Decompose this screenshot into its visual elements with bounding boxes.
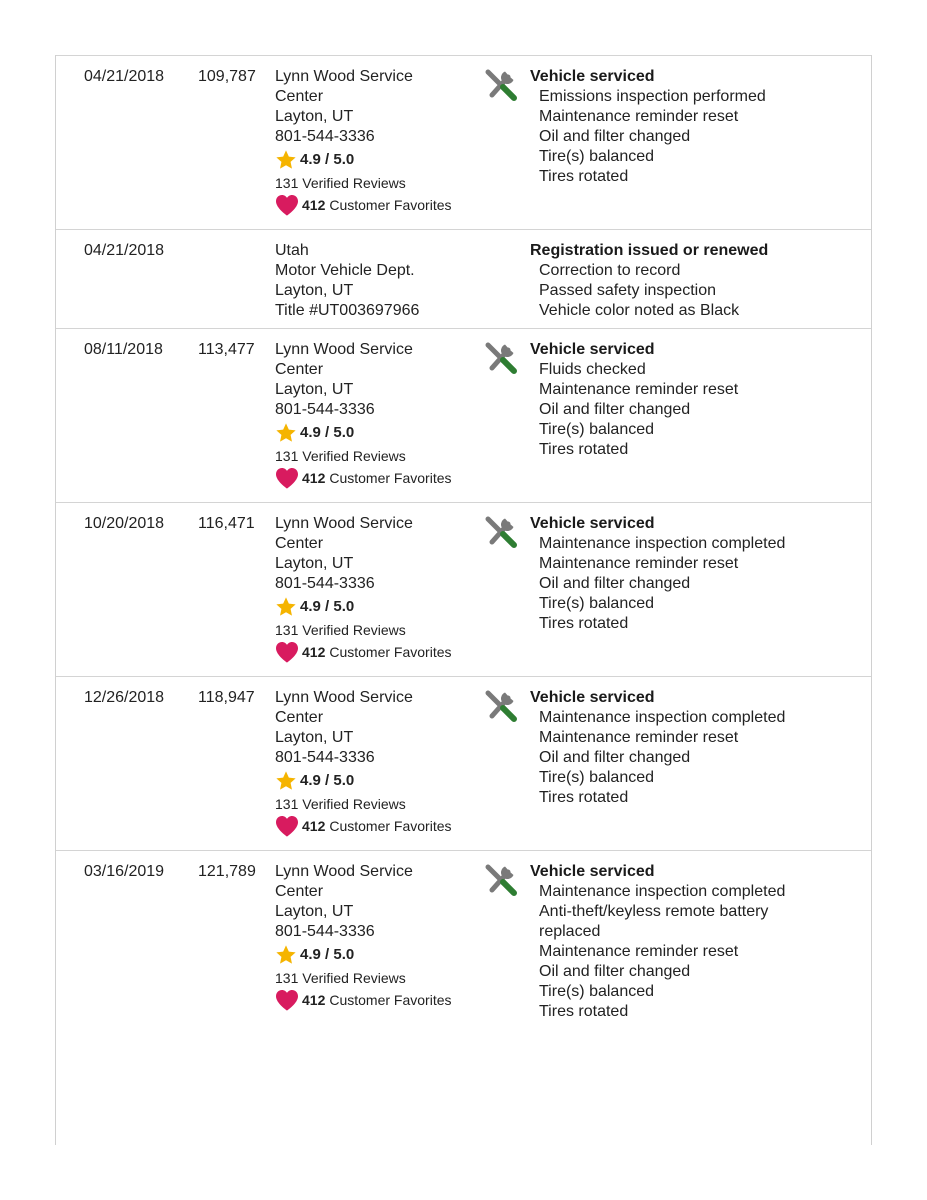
record-details xyxy=(530,514,830,634)
record-detail-item: Tires rotated xyxy=(539,789,629,806)
verified-reviews-link[interactable]: 131 Verified Reviews xyxy=(275,448,406,464)
history-record xyxy=(56,329,871,503)
record-detail-item: Emissions inspection performed xyxy=(539,88,766,105)
record-detail-item: Tire(s) balanced xyxy=(539,148,655,165)
record-detail-item: Oil and filter changed xyxy=(539,575,691,592)
customer-favorites xyxy=(275,193,485,217)
record-detail-item: Tire(s) balanced xyxy=(539,595,655,612)
record-date: 04/21/2018 xyxy=(84,242,165,259)
record-detail-item: Tires rotated xyxy=(539,441,629,458)
favorites-label: Customer Favorites xyxy=(329,644,452,660)
record-detail-item: Maintenance inspection completed xyxy=(539,709,786,726)
favorites-count: 412 xyxy=(302,818,326,834)
source-line: Title #UT003697966 xyxy=(275,302,420,319)
star-icon xyxy=(275,770,297,792)
wrench-screwdriver-icon xyxy=(484,688,518,722)
shop-rating xyxy=(275,594,485,620)
record-detail-item: Fluids checked xyxy=(539,361,646,378)
shop-rating xyxy=(275,147,485,173)
star-icon xyxy=(275,944,297,966)
heart-icon xyxy=(275,467,299,489)
source-line: Lynn Wood Service xyxy=(275,863,413,880)
right-border xyxy=(871,55,872,1145)
record-detail-item: Tires rotated xyxy=(539,615,629,632)
record-event-title: Vehicle serviced xyxy=(530,68,655,85)
heart-icon xyxy=(275,194,299,216)
record-source xyxy=(275,241,485,321)
history-record xyxy=(56,851,871,1024)
heart-icon xyxy=(275,641,299,663)
record-detail-item: Tires rotated xyxy=(539,1003,629,1020)
source-line: Layton, UT xyxy=(275,903,354,920)
record-date: 10/20/2018 xyxy=(84,515,165,532)
favorites-count: 412 xyxy=(302,644,326,660)
history-record xyxy=(56,503,871,677)
favorites-label: Customer Favorites xyxy=(329,470,452,486)
record-source xyxy=(275,862,485,1012)
rating-value: 4.9 / 5.0 xyxy=(300,772,355,789)
favorites-count: 412 xyxy=(302,470,326,486)
source-line: Lynn Wood Service xyxy=(275,515,413,532)
record-odometer: 121,789 xyxy=(198,863,256,880)
history-record xyxy=(56,230,871,329)
history-list xyxy=(56,55,871,1024)
wrench-screwdriver-icon xyxy=(484,67,518,101)
source-line: Motor Vehicle Dept. xyxy=(275,262,415,279)
source-line: Center xyxy=(275,361,324,378)
record-date: 08/11/2018 xyxy=(84,341,163,358)
record-detail-item: Tire(s) balanced xyxy=(539,421,655,438)
favorites-count: 412 xyxy=(302,197,326,213)
record-detail-item: Tire(s) balanced xyxy=(539,983,655,1000)
source-line: Center xyxy=(275,883,324,900)
rating-value: 4.9 / 5.0 xyxy=(300,151,355,168)
record-source xyxy=(275,67,485,217)
source-line: 801-544-3336 xyxy=(275,749,375,766)
history-record xyxy=(56,56,871,230)
star-icon xyxy=(275,422,297,444)
favorites-label: Customer Favorites xyxy=(329,818,452,834)
customer-favorites xyxy=(275,466,485,490)
history-record xyxy=(56,677,871,851)
source-line: Layton, UT xyxy=(275,108,354,125)
shop-rating xyxy=(275,942,485,968)
wrench-screwdriver-icon xyxy=(484,862,518,896)
record-detail-item: Oil and filter changed xyxy=(539,128,691,145)
record-event-title: Vehicle serviced xyxy=(530,515,655,532)
record-details xyxy=(530,862,830,1022)
rating-value: 4.9 / 5.0 xyxy=(300,946,355,963)
record-date: 12/26/2018 xyxy=(84,689,165,706)
favorites-label: Customer Favorites xyxy=(329,197,452,213)
record-detail-item: Oil and filter changed xyxy=(539,749,691,766)
customer-favorites xyxy=(275,814,485,838)
record-detail-item: Maintenance reminder reset xyxy=(539,555,739,572)
source-line: Layton, UT xyxy=(275,729,354,746)
favorites-count: 412 xyxy=(302,992,326,1008)
verified-reviews-link[interactable]: 131 Verified Reviews xyxy=(275,622,406,638)
source-line: 801-544-3336 xyxy=(275,923,375,940)
record-details xyxy=(530,688,830,808)
record-odometer: 113,477 xyxy=(198,341,255,358)
record-detail-item: Correction to record xyxy=(539,262,681,279)
star-icon xyxy=(275,149,297,171)
record-event-title: Vehicle serviced xyxy=(530,341,655,358)
rating-value: 4.9 / 5.0 xyxy=(300,598,355,615)
verified-reviews-link[interactable]: 131 Verified Reviews xyxy=(275,796,406,812)
source-line: Lynn Wood Service xyxy=(275,68,413,85)
verified-reviews-link[interactable]: 131 Verified Reviews xyxy=(275,970,406,986)
heart-icon xyxy=(275,815,299,837)
record-detail-item: Tires rotated xyxy=(539,168,629,185)
record-date: 04/21/2018 xyxy=(84,68,165,85)
record-detail-item: Tire(s) balanced xyxy=(539,769,655,786)
record-details xyxy=(530,340,830,460)
record-details xyxy=(530,67,830,187)
record-odometer: 116,471 xyxy=(198,515,255,532)
record-source xyxy=(275,688,485,838)
customer-favorites xyxy=(275,988,485,1012)
source-line: Lynn Wood Service xyxy=(275,689,413,706)
favorites-label: Customer Favorites xyxy=(329,992,452,1008)
record-detail-item: Maintenance inspection completed xyxy=(539,883,786,900)
customer-favorites xyxy=(275,640,485,664)
source-line: Lynn Wood Service xyxy=(275,341,413,358)
record-detail-item: Maintenance reminder reset xyxy=(539,108,739,125)
rating-value: 4.9 / 5.0 xyxy=(300,424,355,441)
source-line: Layton, UT xyxy=(275,555,354,572)
record-detail-item: Maintenance inspection completed xyxy=(539,535,786,552)
record-detail-item: Anti-theft/keyless remote battery xyxy=(539,903,769,920)
record-detail-item: Maintenance reminder reset xyxy=(539,729,739,746)
record-odometer: 118,947 xyxy=(198,689,255,706)
source-line: Layton, UT xyxy=(275,381,354,398)
record-source xyxy=(275,340,485,490)
wrench-screwdriver-icon xyxy=(484,514,518,548)
heart-icon xyxy=(275,989,299,1011)
record-odometer: 109,787 xyxy=(198,68,256,85)
record-detail-item: Vehicle color noted as Black xyxy=(539,302,740,319)
record-date: 03/16/2019 xyxy=(84,863,165,880)
source-line: Center xyxy=(275,88,324,105)
star-icon xyxy=(275,596,297,618)
record-detail-item: Maintenance reminder reset xyxy=(539,943,739,960)
record-event-title: Vehicle serviced xyxy=(530,863,655,880)
record-event-title: Vehicle serviced xyxy=(530,689,655,706)
record-event-title: Registration issued or renewed xyxy=(530,242,769,259)
record-detail-item: Oil and filter changed xyxy=(539,401,691,418)
source-line: Center xyxy=(275,535,324,552)
source-line: Utah xyxy=(275,242,309,259)
record-detail-item: replaced xyxy=(539,923,601,940)
record-detail-item: Maintenance reminder reset xyxy=(539,381,739,398)
record-detail-item: Oil and filter changed xyxy=(539,963,691,980)
record-details xyxy=(530,241,830,321)
shop-rating xyxy=(275,420,485,446)
source-line: 801-544-3336 xyxy=(275,128,375,145)
record-detail-item: Passed safety inspection xyxy=(539,282,716,299)
wrench-screwdriver-icon xyxy=(484,340,518,374)
verified-reviews-link[interactable]: 131 Verified Reviews xyxy=(275,175,406,191)
source-line: 801-544-3336 xyxy=(275,401,375,418)
record-source xyxy=(275,514,485,664)
source-line: Layton, UT xyxy=(275,282,354,299)
source-line: Center xyxy=(275,709,324,726)
shop-rating xyxy=(275,768,485,794)
source-line: 801-544-3336 xyxy=(275,575,375,592)
